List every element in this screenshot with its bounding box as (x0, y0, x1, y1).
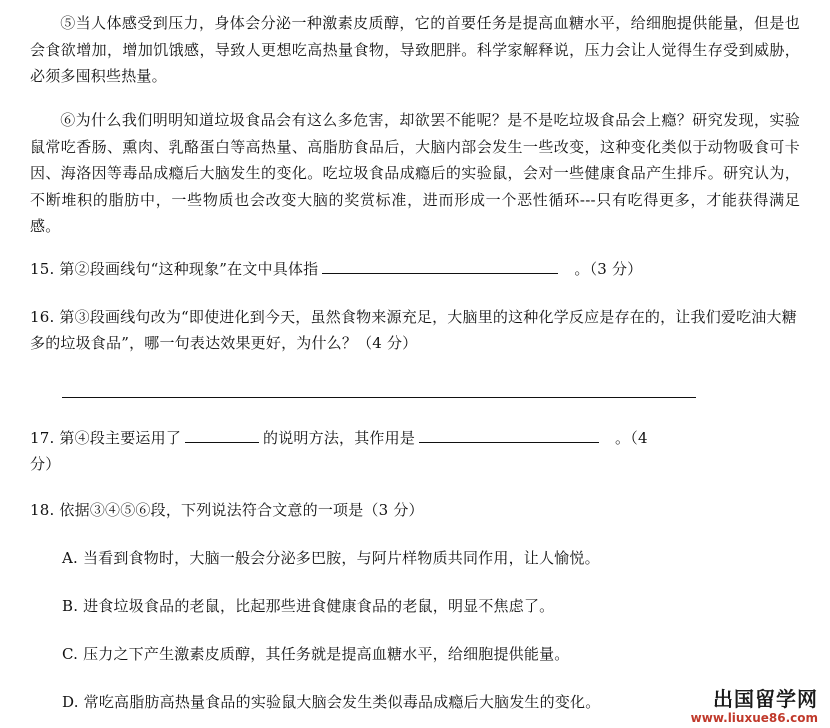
watermark-logo-text: 出国留学网 (713, 687, 818, 711)
option-c[interactable] (62, 641, 792, 667)
option-d-text: D. 常吃高脂肪高热量食品的实验鼠大脑会发生类似毒品成瘾后大脑发生的变化。 (62, 693, 601, 711)
question-17-middle: 的说明方法，其作用是 (263, 429, 416, 447)
question-15-prefix: 15. 第②段画线句“这种现象”在文中具体指 (30, 260, 319, 278)
paragraph-5 (30, 10, 800, 90)
paragraph-5-text: ⑤当人体感受到压力，身体会分泌一种激素皮质醇，它的首要任务是提高血糖水平，给细胞提供能量，但是也会食欲增加，增加饥饿感，导致人更想吃高热量食物，导致肥胖。科学家解释说，压力会让人觉得生存受到威胁，必须多囤积些热量。 (30, 14, 800, 85)
option-a[interactable] (62, 545, 792, 571)
question-17-suffix: 。（4 (615, 429, 648, 447)
paragraph-6 (30, 107, 800, 240)
question-15-suffix: 。（3 分） (574, 260, 643, 278)
option-b[interactable] (62, 593, 792, 619)
question-16 (30, 304, 800, 356)
watermark-url: www.liuxue86.com (690, 711, 818, 725)
option-c-text: C. 压力之下产生激素皮质醇，其任务就是提高血糖水平，给细胞提供能量。 (62, 645, 570, 663)
option-b-text: B. 进食垃圾食品的老鼠，比起那些进食健康食品的老鼠，明显不焦虑了。 (62, 597, 555, 615)
site-watermark (691, 683, 818, 724)
question-18 (30, 497, 800, 523)
question-17-method-blank[interactable] (185, 426, 259, 443)
question-15 (30, 256, 800, 282)
paragraph-6-text: ⑥为什么我们明明知道垃圾食品会有这么多危害，却欲罢不能呢？是不是吃垃圾食品会上瘾？研究发现，实验鼠常吃香肠、熏肉、乳酪蛋白等高热量、高脂肪食品后，大脑内部会发生一些改变，这种变化类似于动物吸食可卡因、海洛因等毒品成瘾后大脑发生的变化。吃垃圾食品成瘾后的实验鼠，会对一些健康食品产生排斥。研究认为，不断堆积的脂肪中，一些物质也会改变大脑的奖赏标准，进而形成一个恶性循环---只有吃得更多，才能获得满足感。 (30, 111, 800, 235)
option-d[interactable] (62, 689, 792, 715)
question-17-prefix: 17. 第④段主要运用了 (30, 429, 182, 447)
option-a-text: A. 当看到食物时，大脑一般会分泌多巴胺，与阿片样物质共同作用，让人愉悦。 (62, 549, 600, 567)
question-18-text: 18. 依据③④⑤⑥段，下列说法符合文意的一项是（3 分） (30, 501, 424, 519)
question-17-suffix-2: 分） (30, 455, 61, 473)
question-16-text: 16. 第③段画线句改为“即使进化到今天，虽然食物来源充足，大脑里的这种化学反应是存在的，让我们爱吃油大糖多的垃圾食品”，哪一句表达效果更好，为什么？（4 分） (30, 308, 797, 352)
question-16-answer-line[interactable] (62, 397, 696, 398)
question-17-effect-blank[interactable] (419, 426, 599, 443)
question-17 (30, 425, 800, 477)
question-15-answer-blank[interactable] (322, 257, 558, 274)
